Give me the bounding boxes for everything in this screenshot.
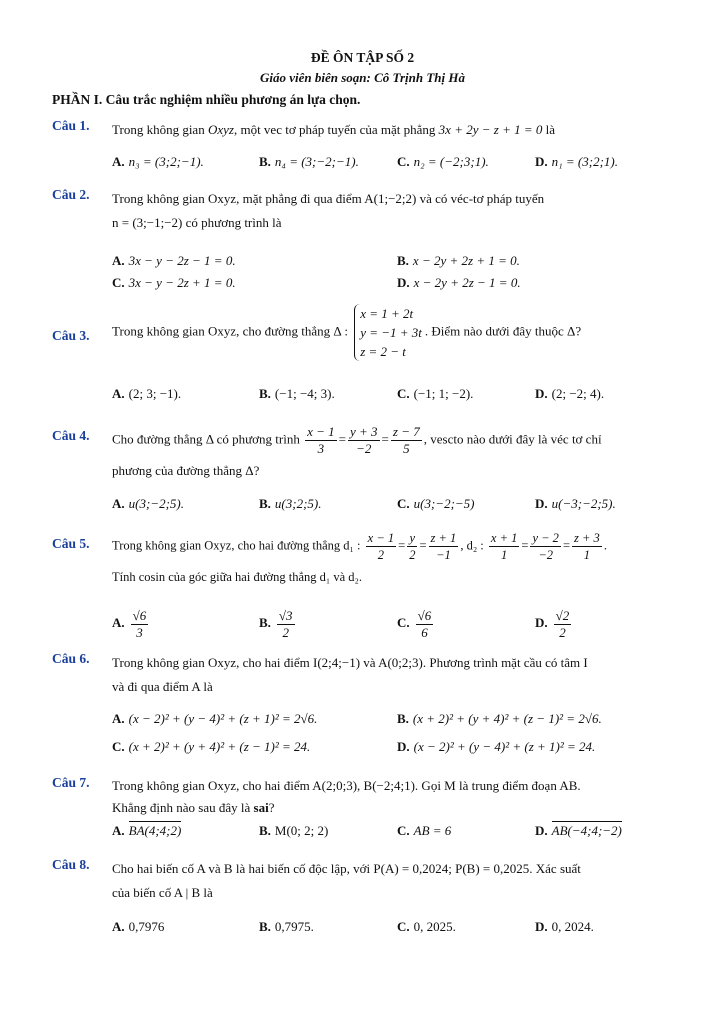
option-letter: B.	[259, 919, 271, 934]
option-d[interactable]	[397, 739, 595, 755]
option-letter: D.	[535, 919, 548, 934]
text: Trong không gian	[112, 122, 208, 137]
fraction	[530, 530, 560, 563]
option-d[interactable]	[397, 275, 521, 291]
fraction	[391, 424, 422, 457]
question-text	[112, 651, 677, 699]
option-letter: C.	[397, 823, 410, 838]
numerator: x − 1	[367, 531, 395, 545]
option-letter: B.	[397, 711, 409, 726]
option-letter: A.	[112, 823, 125, 838]
option-letter: A.	[112, 615, 125, 631]
denominator: 1	[583, 548, 591, 562]
text: Cho đường thẳng Δ có phương trình	[112, 431, 300, 447]
text: . Điểm nào dưới đây thuộc Δ?	[424, 323, 582, 339]
option-text: AB = 6	[413, 823, 452, 838]
text: , vescto nào dưới đây là véc tơ chỉ	[423, 431, 602, 447]
fraction	[305, 424, 337, 457]
question-text	[112, 775, 677, 819]
question-label: Câu 2.	[52, 187, 90, 202]
option-text: (−1; −4; 3).	[274, 386, 335, 401]
option-text: 3x − y − 2z + 1 = 0.	[128, 275, 236, 290]
numerator: √2	[555, 608, 570, 623]
option-text: (x + 2)² + (y + 4)² + (z − 1)² = 24.	[128, 739, 311, 754]
text: Tính cosin của góc giữa hai đường thẳng d₁ và d₂.	[112, 570, 362, 584]
equation: z = 2 − t	[360, 344, 406, 359]
denominator: 2	[409, 548, 416, 562]
option-a[interactable]	[112, 711, 317, 727]
fraction	[277, 608, 295, 641]
question-label: Câu 3.	[52, 328, 90, 343]
option-letter: D.	[535, 823, 548, 838]
option-a[interactable]	[112, 386, 181, 402]
option-c[interactable]	[397, 608, 435, 641]
question-text	[112, 857, 677, 905]
text: , một vec tơ pháp tuyến của mặt phẳng	[233, 122, 439, 137]
text: Trong không gian Oxyz, cho hai điểm A(2;0;3), B(−2;4;1). Gọi M là trung điểm đoạn AB.	[112, 778, 581, 793]
option-letter: A.	[112, 711, 125, 726]
denominator: −2	[538, 548, 554, 562]
text: ?	[268, 800, 275, 815]
option-d[interactable]	[535, 386, 604, 402]
denominator: 5	[403, 441, 410, 456]
option-letter: C.	[397, 386, 410, 401]
option-text: (−1; 1; −2).	[413, 386, 474, 401]
denominator: 3	[136, 625, 143, 640]
text: Khẳng định nào sau đây là	[112, 800, 254, 815]
text: Cho hai biến cố A và B là hai biến cố độc lập, với P(A) = 0,2024; P(B) = 0,2025. Xác suất	[112, 861, 581, 876]
part-heading: PHẦN I. Câu trắc nghiệm nhiều phương án lựa chọn.	[52, 92, 361, 107]
option-text: x − 2y + 2z − 1 = 0.	[413, 275, 521, 290]
option-text: 0, 2024.	[551, 919, 594, 934]
question-label: Câu 8.	[52, 857, 90, 872]
option-text: AB(−4;4;−2)	[551, 823, 622, 838]
fraction	[366, 530, 396, 563]
text: và đi qua điểm A là	[112, 679, 213, 694]
numerator: √6	[132, 608, 147, 623]
option-letter: C.	[397, 154, 410, 169]
option-letter: D.	[535, 615, 548, 631]
option-d[interactable]	[535, 608, 573, 641]
option-text: (x − 2)² + (y − 4)² + (z + 1)² = 24.	[413, 739, 596, 754]
option-letter: B.	[259, 615, 271, 631]
denominator: 3	[317, 441, 325, 456]
option-text: u(3;−2;−5)	[413, 496, 475, 511]
numerator: z − 7	[392, 424, 420, 439]
equation-system	[354, 304, 422, 361]
text	[112, 797, 677, 819]
question-label: Câu 5.	[52, 536, 90, 551]
page-subtitle: Giáo viên biên soạn: Cô Trịnh Thị Hà	[259, 70, 466, 85]
option-text: u(3;2;5).	[274, 496, 322, 511]
option-text: M(0; 2; 2)	[274, 823, 329, 838]
text: n = (3;−1;−2) có phương trình là	[112, 215, 282, 230]
fraction	[348, 424, 380, 457]
option-letter: A.	[112, 386, 125, 401]
option-a[interactable]	[112, 823, 181, 839]
numerator: z + 3	[574, 531, 600, 545]
numerator: y	[407, 530, 417, 547]
option-text: (2; −2; 4).	[551, 386, 605, 401]
option-text: n₂ = (−2;3;1).	[413, 154, 489, 169]
option-text: x − 2y + 2z + 1 = 0.	[412, 253, 520, 268]
option-c[interactable]	[112, 739, 310, 755]
text: phương của đường thẳng Δ?	[112, 463, 260, 478]
fraction	[131, 608, 149, 641]
equation: 3x + 2y − z + 1 = 0	[438, 122, 543, 137]
option-letter: C.	[397, 496, 410, 511]
numerator: z + 1	[430, 531, 457, 545]
text: Trong không gian Oxyz, cho hai điểm I(2;4;−1) và A(0;2;3). Phương trình mặt cầu có tâm I	[112, 655, 588, 670]
text: Trong không gian Oxyz, cho hai đường thẳng d₁ :	[112, 538, 361, 553]
question-label: Câu 6.	[52, 651, 90, 666]
option-b[interactable]	[259, 386, 335, 402]
text: Trong không gian Oxyz, mặt phẳng đi qua điểm A(1;−2;2) và có véc-tơ pháp tuyến	[112, 191, 545, 206]
option-letter: D.	[535, 154, 548, 169]
denominator: 2	[282, 625, 289, 640]
numerator: √6	[417, 608, 432, 623]
option-text: 0,7976	[128, 919, 165, 934]
option-letter: B.	[397, 253, 409, 268]
option-letter: A.	[112, 253, 125, 268]
denominator: 2	[377, 548, 384, 562]
option-d[interactable]	[535, 496, 616, 512]
option-letter: D.	[397, 275, 410, 290]
option-letter: C.	[112, 739, 125, 754]
option-letter: B.	[259, 496, 271, 511]
option-text: u(−3;−2;5).	[551, 496, 616, 511]
option-c[interactable]	[397, 496, 475, 512]
option-a[interactable]	[112, 608, 150, 641]
question-text	[112, 304, 677, 361]
option-letter: C.	[112, 275, 125, 290]
option-letter: D.	[397, 739, 410, 754]
option-b[interactable]	[259, 496, 322, 512]
fraction	[554, 608, 572, 641]
text: của biến cố A | B là	[112, 885, 213, 900]
denominator: 2	[559, 625, 566, 640]
text: Oxyz	[207, 122, 234, 137]
numerator: x − 1	[307, 424, 335, 439]
numerator: y + 3	[350, 424, 378, 439]
option-letter: A.	[112, 496, 125, 511]
question-text: Cho đường thẳng Δ có phương trình $\frac{x - 1}{3}$ = $\frac{y + 3}{-2}$ = $\frac{z - 7}{5}$ , vescto nào dưới đây là véc tơ chỉ phương của đường thẳng Δ?	[112, 424, 677, 481]
denominator: 6	[421, 625, 428, 640]
equation: y = −1 + 3t	[360, 325, 422, 340]
option-letter: B.	[259, 823, 271, 838]
option-letter: C.	[397, 919, 410, 934]
option-b[interactable]	[259, 919, 314, 935]
page-title: ĐỀ ÔN TẬP SỐ 2	[310, 50, 415, 65]
option-b[interactable]	[259, 154, 359, 170]
option-text: BA(4;4;2)	[128, 823, 182, 838]
option-text: n₃ = (3;2;−1).	[128, 154, 204, 169]
question-text	[112, 118, 677, 142]
option-a[interactable]	[112, 154, 204, 170]
option-b[interactable]	[259, 823, 328, 839]
option-text: 0, 2025.	[413, 919, 456, 934]
denominator: −1	[436, 548, 451, 562]
option-b[interactable]	[259, 608, 297, 641]
fraction	[416, 608, 434, 641]
option-c[interactable]	[397, 919, 456, 935]
question-text: Trong không gian Oxyz, cho hai đường thẳng d₁ : $\frac{x - 1}{2}$ = $\frac{y}{2}$ = $\frac{z + 1}{-1}$ , d₂ : $\frac{x + 1}{1}$ = $\frac{y - 2}{-2}$ = $\frac{z + 3}{1}$ . Tính cosin của góc giữa hai đường thẳng d₁ và d₂.	[112, 530, 677, 587]
question-text	[112, 187, 677, 235]
fraction	[489, 530, 519, 563]
numerator: √3	[278, 608, 293, 623]
numerator: x + 1	[490, 531, 518, 545]
emphasis: sai	[253, 800, 269, 815]
option-c[interactable]	[397, 823, 451, 839]
option-text: (x − 2)² + (y − 4)² + (z + 1)² = 2√6.	[128, 711, 318, 726]
option-c[interactable]	[397, 386, 473, 402]
question-label: Câu 4.	[52, 428, 90, 443]
option-letter: A.	[112, 919, 125, 934]
option-c[interactable]	[112, 275, 236, 291]
option-text: n₁ = (3;2;1).	[551, 154, 618, 169]
text: Trong không gian Oxyz, cho đường thẳng Δ :	[112, 323, 348, 339]
option-letter: B.	[259, 154, 271, 169]
option-letter: B.	[259, 386, 271, 401]
denominator: 1	[501, 548, 508, 562]
question-label: Câu 1.	[52, 118, 90, 133]
option-d[interactable]	[535, 154, 618, 170]
option-d[interactable]	[535, 919, 594, 935]
option-a[interactable]	[112, 919, 164, 935]
text: là	[542, 122, 556, 137]
option-text: (2; 3; −1).	[128, 386, 182, 401]
option-letter: C.	[397, 615, 410, 631]
option-a[interactable]	[112, 496, 184, 512]
question-label: Câu 7.	[52, 775, 90, 790]
option-text: 3x − y − 2z − 1 = 0.	[128, 253, 236, 268]
option-text: (x + 2)² + (y + 4)² + (z − 1)² = 2√6.	[412, 711, 602, 726]
equation: x = 1 + 2t	[360, 306, 414, 321]
text: , d₂ :	[460, 538, 484, 553]
option-letter: A.	[112, 154, 125, 169]
fraction	[407, 530, 417, 563]
option-b[interactable]	[397, 711, 602, 727]
option-text: 0,7975.	[274, 919, 314, 934]
numerator: y − 2	[532, 531, 559, 545]
fraction	[429, 530, 459, 563]
denominator: −2	[356, 441, 372, 456]
option-text: u(3;−2;5).	[128, 496, 184, 511]
option-letter: D.	[535, 386, 548, 401]
option-d[interactable]	[535, 823, 622, 839]
option-b[interactable]	[397, 253, 520, 269]
option-text: n₄ = (3;−2;−1).	[274, 154, 359, 169]
option-a[interactable]	[112, 253, 236, 269]
option-c[interactable]	[397, 154, 489, 170]
fraction	[572, 530, 602, 563]
option-letter: D.	[535, 496, 548, 511]
